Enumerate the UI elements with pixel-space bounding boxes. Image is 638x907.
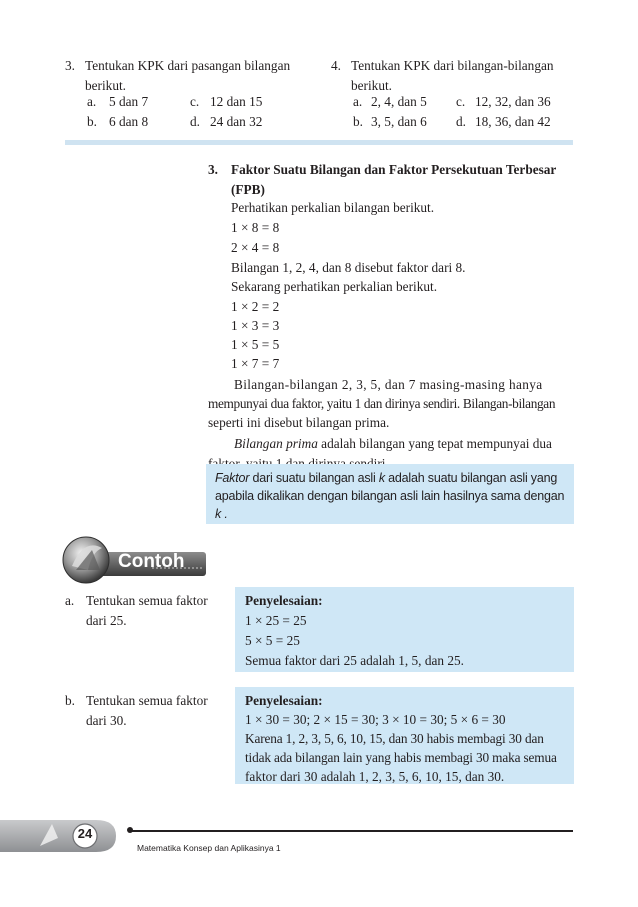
option-label: d. — [190, 114, 200, 129]
option-label: a. — [87, 94, 97, 109]
page-number: 24 — [77, 826, 93, 841]
solution-box-b — [235, 687, 574, 784]
example-question-text: dari 30. — [86, 713, 127, 728]
definition-text-part: adalah suatu bilangan asli yang — [384, 471, 558, 485]
option-value: 12 dan 15 — [210, 94, 263, 109]
footer-rule — [127, 829, 573, 832]
example-label: a. — [65, 593, 75, 608]
solution-line: faktor dari 30 adalah 1, 2, 3, 5, 6, 10, 15, dan 30. — [245, 769, 505, 784]
exercise-text: berikut. — [85, 78, 126, 93]
solution-line: Karena 1, 2, 3, 5, 6, 10, 15, dan 30 habis membagi 30 dan — [245, 731, 544, 746]
option-label: b. — [353, 114, 363, 129]
term-prima: Bilangan prima — [234, 436, 318, 451]
definition-box — [206, 464, 574, 524]
solution-line: 1 × 30 = 30; 2 × 15 = 30; 3 × 10 = 30; 5 × 6 = 30 — [245, 712, 506, 727]
solution-line: 1 × 25 = 25 — [245, 613, 307, 628]
paragraph-line — [234, 436, 552, 452]
definition-line: apabila dikalikan dengan bilangan asli lain hasilnya sama dengan — [215, 489, 565, 503]
section-divider — [65, 140, 573, 145]
paragraph-text: adalah bilangan yang tepat mempunyai dua — [317, 436, 552, 451]
option-value: 3, 5, dan 6 — [371, 114, 427, 129]
option-value: 5 dan 7 — [109, 94, 149, 109]
solution-box-a — [235, 587, 574, 672]
example-question-text: Tentukan semua faktor — [86, 693, 208, 708]
example-question-text: Tentukan semua faktor — [86, 593, 208, 608]
equation: 1 × 8 = 8 — [231, 220, 280, 235]
solution-line: 5 × 5 = 25 — [245, 633, 300, 648]
definition-line — [215, 469, 567, 487]
equation: 1 × 7 = 7 — [231, 356, 280, 371]
section-number: 3. — [208, 162, 218, 177]
intro-text: Perhatikan perkalian bilangan berikut. — [231, 200, 435, 215]
page-badge-icon — [0, 808, 120, 858]
example-label: b. — [65, 693, 75, 708]
equation: 2 × 4 = 8 — [231, 240, 280, 255]
solution-line: Semua faktor dari 25 adalah 1, 5, dan 25. — [245, 653, 464, 668]
paragraph-line: mempunyai dua faktor, yaitu 1 dan dirinya sendiri. Bilangan-bilangan — [208, 396, 556, 411]
option-value: 24 dan 32 — [210, 114, 263, 129]
exercise-number: 3. — [65, 58, 75, 73]
factor-note: Bilangan 1, 2, 4, dan 8 disebut faktor dari 8. — [231, 260, 466, 275]
book-title: Matematika Konsep dan Aplikasinya 1 — [137, 843, 281, 853]
solution-line: tidak ada bilangan lain yang habis membagi 30 maka semua — [245, 750, 557, 765]
paragraph-line: Bilangan-bilangan 2, 3, 5, dan 7 masing-masing hanya — [234, 377, 543, 392]
option-value: 18, 36, dan 42 — [475, 114, 551, 129]
definition-line: k . — [215, 507, 228, 521]
option-label: b. — [87, 114, 97, 129]
contoh-banner — [62, 530, 212, 590]
definition-text-part: dari suatu bilangan asli — [249, 471, 379, 485]
option-label: c. — [456, 94, 466, 109]
definition-text — [215, 469, 567, 523]
equation: 1 × 5 = 5 — [231, 337, 280, 352]
section-title-line: Faktor Suatu Bilangan dan Faktor Persekutuan Terbesar — [231, 162, 557, 177]
term-faktor: Faktor — [215, 471, 250, 485]
footer-rule-line — [131, 830, 573, 832]
option-label: c. — [190, 94, 200, 109]
section-title-line: (FPB) — [231, 182, 265, 197]
solution-heading: Penyelesaian: — [245, 593, 323, 608]
exercise-number: 4. — [331, 58, 341, 73]
exercise-text: Tentukan KPK dari pasangan bilangan — [85, 58, 291, 73]
option-value: 2, 4, dan 5 — [371, 94, 427, 109]
contoh-label: Contoh — [118, 551, 185, 572]
equation: 1 × 3 = 3 — [231, 318, 280, 333]
solution-heading: Penyelesaian: — [245, 693, 323, 708]
option-value: 6 dan 8 — [109, 114, 149, 129]
exercise-text: berikut. — [351, 78, 392, 93]
intro-text: Sekarang perhatikan perkalian berikut. — [231, 279, 438, 294]
option-value: 12, 32, dan 36 — [475, 94, 551, 109]
exercise-text: Tentukan KPK dari bilangan-bilangan — [351, 58, 554, 73]
option-label: a. — [353, 94, 363, 109]
paragraph-line: seperti ini disebut bilangan prima. — [208, 415, 390, 430]
equation: 1 × 2 = 2 — [231, 299, 280, 314]
option-label: d. — [456, 114, 466, 129]
example-question-text: dari 25. — [86, 613, 127, 628]
page-number-badge — [0, 808, 120, 858]
variable-k: k — [378, 471, 385, 485]
